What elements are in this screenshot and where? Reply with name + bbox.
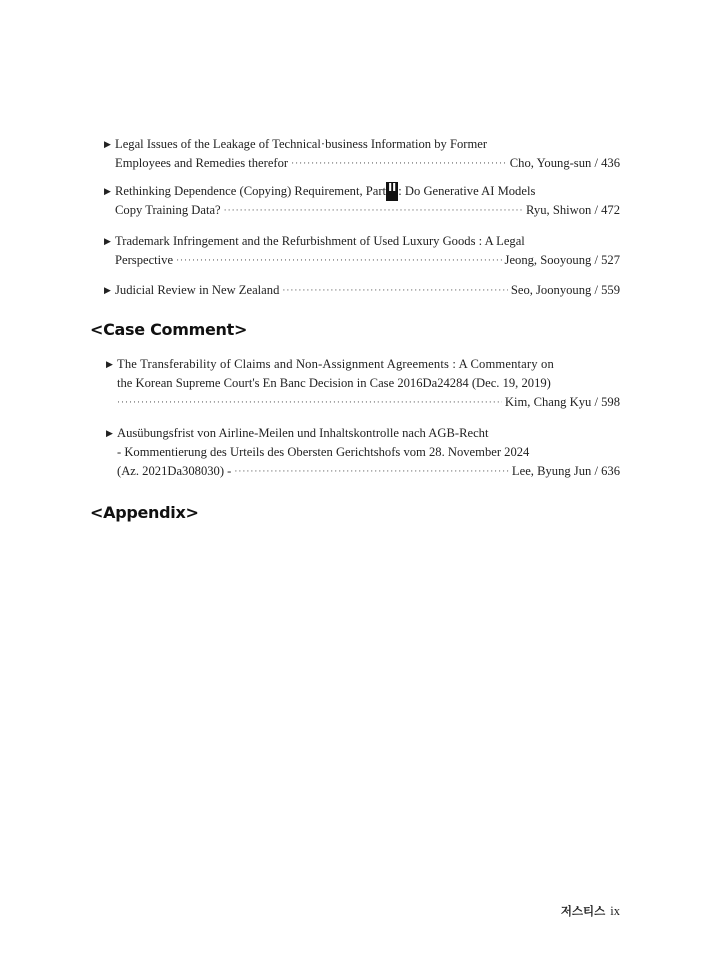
toc-entry-airline-miles[interactable] [106,424,620,481]
triangle-bullet-icon: ▶ [104,186,111,196]
dot-leader [224,201,523,220]
triangle-bullet-icon: ▶ [104,285,111,295]
triangle-bullet-icon: ▶ [104,236,111,246]
toc-entry-trademark[interactable] [104,232,620,270]
dot-leader [117,393,502,412]
entry-title-line: Trademark Infringement and the Refurbishment of Used Luxury Goods : A Legal [115,234,525,248]
dot-leader [176,251,501,270]
section-heading-appendix: <Appendix> [90,503,199,522]
entry-title-line: Employees and Remedies therefor [115,156,289,170]
page-footer [540,903,620,919]
entry-title-line: Perspective [115,253,174,267]
toc-entry-leakage[interactable] [104,135,620,173]
journal-name: 저스티스 [560,904,606,918]
triangle-bullet-icon: ▶ [104,139,111,149]
section-heading-case-comment: <Case Comment> [90,320,248,339]
dot-leader [282,281,507,300]
dot-leader [291,154,507,173]
entry-author-page: Lee, Byung Jun / 636 [511,464,620,478]
toc-entry-rethinking-dependence[interactable] [104,182,620,220]
toc-entry-judicial-review[interactable] [104,281,620,300]
entry-author-page: Jeong, Sooyoung / 527 [504,253,620,267]
entry-title-line: Rethinking Dependence (Copying) Requirement, Part [115,184,387,198]
entry-title-line: : Do Generative AI Models [398,184,536,198]
entry-title-line: Copy Training Data? [115,203,221,217]
entry-title-line: Legal Issues of the Leakage of Technical·business Information by Former [115,137,488,151]
triangle-bullet-icon: ▶ [106,428,113,438]
entry-author-page: Ryu, Shiwon / 472 [526,203,620,217]
page-number: ix [610,904,620,918]
entry-title-line: (Az. 2021Da308030) - [117,464,232,478]
entry-author-page: Kim, Chang Kyu / 598 [504,395,620,409]
entry-title-line: Ausübungsfrist von Airline-Meilen und Inhaltskontrolle nach AGB-Recht [117,426,489,440]
dot-leader [234,462,509,481]
entry-author-page: Cho, Young-sun / 436 [509,156,620,170]
entry-title-line: Judicial Review in New Zealand [115,283,280,297]
triangle-bullet-icon: ▶ [106,359,113,369]
part-numeral: II [386,182,398,201]
entry-title-line: The Transferability of Claims and Non-Assignment Agreements : A Commentary on [117,357,554,371]
entry-title-line: - Kommentierung des Urteils des Obersten Gerichtshofs vom 28. November 2024 [117,445,530,459]
entry-author-page: Seo, Joonyoung / 559 [510,283,620,297]
entry-title-line: the Korean Supreme Court's En Banc Decision in Case 2016Da24284 (Dec. 19, 2019) [117,376,551,390]
toc-entry-transferability[interactable] [106,355,620,412]
